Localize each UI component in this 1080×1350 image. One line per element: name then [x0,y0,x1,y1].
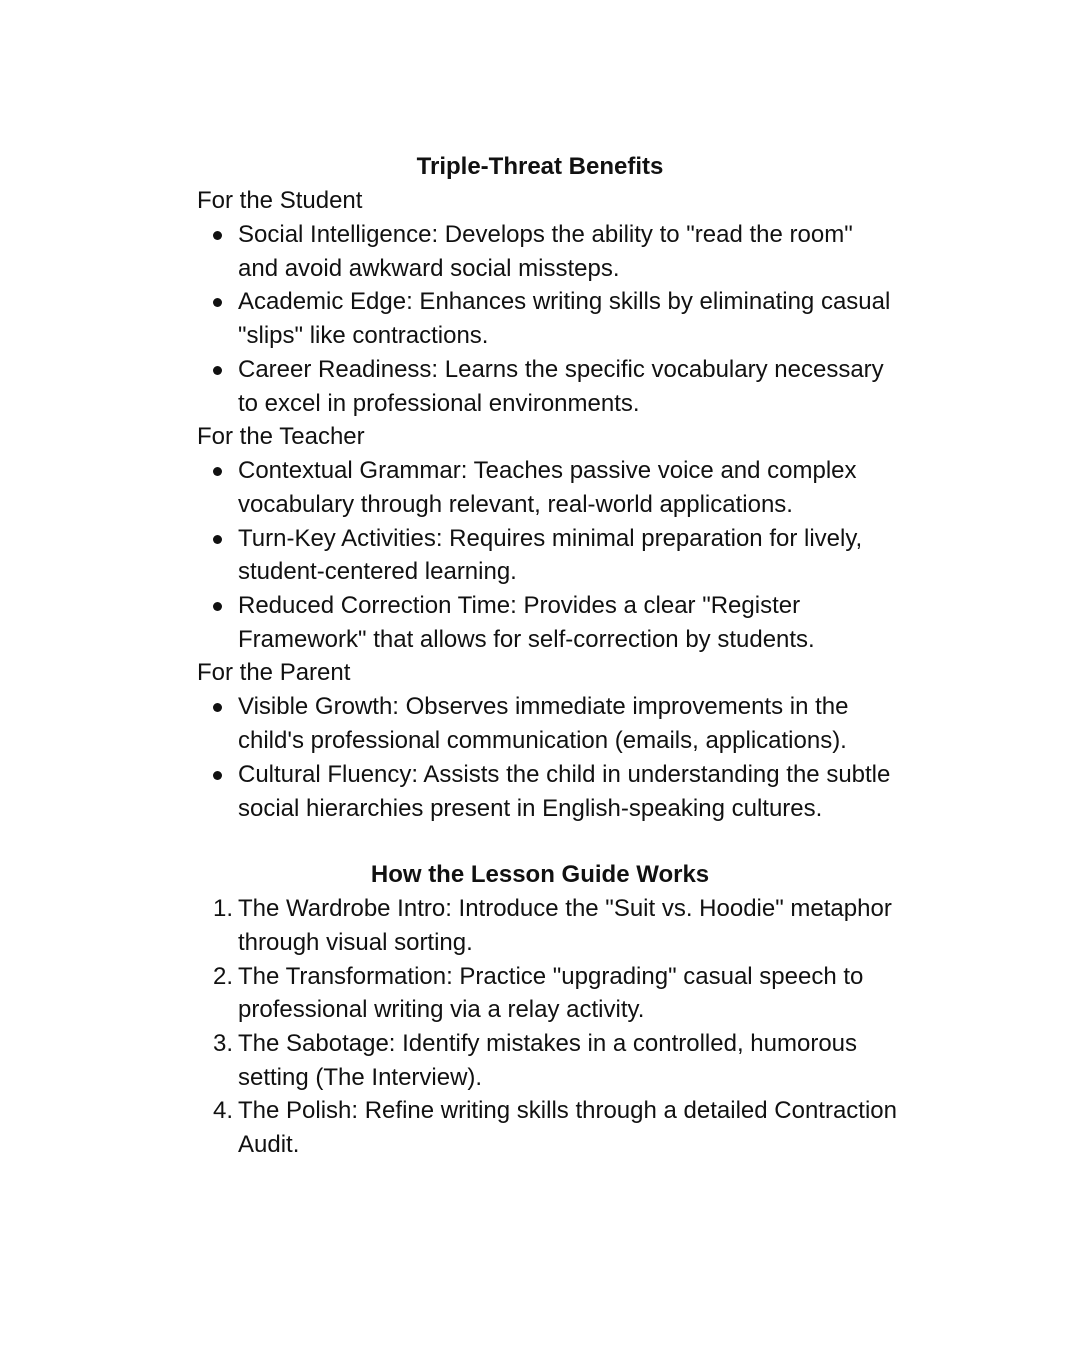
student-group [197,184,897,420]
list-item [197,285,897,352]
bullet-dot-icon [213,602,222,611]
step-number: 2. [213,962,234,990]
step-text: The Wardrobe Intro: Introduce the "Suit vs. Hoodie" metaphor through visual sorting. [238,895,892,956]
list-item-text: Social Intelligence: Develops the ability to "read the room" and avoid awkward social missteps. [238,221,853,282]
step-item [197,1027,897,1094]
document-page [197,150,897,1162]
list-item-text: Academic Edge: Enhances writing skills by eliminating casual "slips" like contractions. [238,288,891,350]
list-item [197,522,897,589]
list-item-text: Visible Growth: Observes immediate improvements in the child's professional communication (emails, applications). [238,693,849,755]
group-heading-teacher: For the Teacher [197,423,365,451]
bullet-dot-icon [213,703,222,712]
step-number: 4. [213,1097,234,1125]
bullet-dot-icon [213,231,222,240]
section-spacer [197,825,897,858]
list-item [197,589,897,656]
step-text: The Transformation: Practice "upgrading" casual speech to professional writing via a relay activity. [238,962,864,1024]
bullet-dot-icon [213,771,222,780]
step-text: The Polish: Refine writing skills through a detailed Contraction Audit. [238,1097,898,1159]
step-number: 3. [213,1030,234,1058]
step-text: The Sabotage: Identify mistakes in a controlled, humorous setting (The Interview). [238,1030,858,1091]
list-item-text: Cultural Fluency: Assists the child in understanding the subtle social hierarchies present in English-speaking cultures. [238,760,891,822]
step-item [197,960,897,1027]
parent-group [197,656,897,825]
bullet-dot-icon [213,467,222,476]
bullet-dot-icon [213,535,222,544]
list-item [197,353,897,420]
teacher-benefits-list [197,454,897,656]
list-item [197,218,897,285]
parent-benefits-list [197,690,897,825]
benefits-title: Triple-Threat Benefits [416,153,664,180]
list-item-text: Contextual Grammar: Teaches passive voice and complex vocabulary through relevant, real-world applications. [238,457,857,518]
step-item [197,892,897,959]
guide-steps-list [197,892,897,1162]
list-item-text: Reduced Correction Time: Provides a clear "Register Framework" that allows for self-correction by students. [238,592,815,653]
bullet-dot-icon [213,366,222,375]
step-item [197,1094,897,1161]
step-number: 1. [213,895,234,923]
teacher-group [197,420,897,656]
group-heading-parent: For the Parent [197,659,351,687]
bullet-dot-icon [213,298,222,307]
list-item-text: Turn-Key Activities: Requires minimal preparation for lively, student-centered learning. [238,524,863,586]
guide-title: How the Lesson Guide Works [370,861,710,889]
list-item [197,454,897,521]
student-benefits-list [197,218,897,420]
group-heading-student: For the Student [197,187,363,214]
list-item [197,690,897,757]
list-item-text: Career Readiness: Learns the specific vocabulary necessary to excel in professional environments. [238,355,884,417]
list-item [197,758,897,825]
